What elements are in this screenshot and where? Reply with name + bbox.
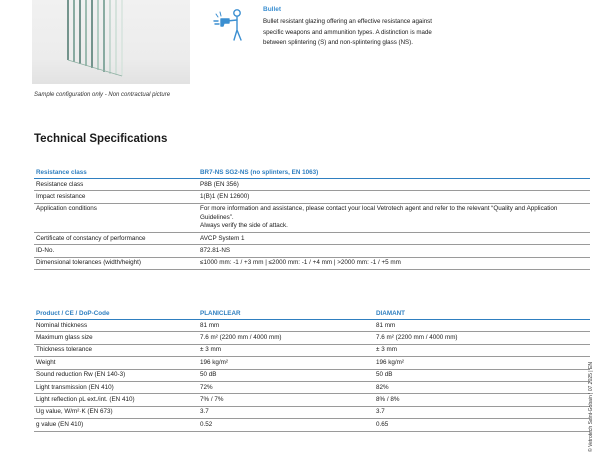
planiclear-value: 50 dB [198,369,374,381]
product-header-diamant: DIAMANT [374,307,590,320]
diamant-value: 82% [374,382,590,394]
product-header-planiclear: PLANICLEAR [198,307,374,320]
table-row [34,382,590,394]
planiclear-value: 7.6 m² (2200 mm / 4000 mm) [198,332,374,344]
spec-label: Impact resistance [34,191,198,203]
spec-value: AVCP System 1 [198,233,590,245]
table-row [34,257,590,269]
planiclear-value: 3.7 [198,406,374,418]
section-title: Technical Specifications [34,133,168,145]
planiclear-value: 196 kg/m² [198,357,374,369]
spec-label: ID-No. [34,245,198,257]
spec-value: 1(B)1 (EN 12600) [198,191,590,203]
spec-label: Resistance class [34,179,198,191]
table-row [34,179,590,191]
spec-header-value: BR7-NS SG2-NS (no splinters, EN 1063) [198,166,590,179]
product-label: Light reflection ρL ext./int. (EN 410) [34,394,198,406]
copyright-side-note: © Vetrotech Saint-Gobain | 07.2025 | EN [588,362,594,452]
table-row [34,406,590,418]
table-row [34,233,590,245]
table-row [34,419,590,431]
planiclear-value: 0.52 [198,419,374,431]
diamant-value: 50 dB [374,369,590,381]
spec-table-header [34,166,590,179]
table-row [34,344,590,356]
planiclear-value: 81 mm [198,320,374,332]
product-table-header [34,307,590,320]
table-row [34,191,590,203]
planiclear-value: ± 3 mm [198,344,374,356]
spec-table [34,166,590,270]
product-header-label: Product / CE / DoP-Code [34,307,198,320]
feature-description: Bullet resistant glazing offering an effective resistance against specific weapons and ammunition types. A distinction is made between splintering (S) and non-splintering glass (NS). [263,18,432,47]
product-table [34,307,590,432]
feature-title: Bullet [263,6,282,13]
product-label: Weight [34,357,198,369]
product-label: Maximum glass size [34,332,198,344]
planiclear-value: 72% [198,382,374,394]
bullet-shooter-icon [212,8,248,42]
table-row [34,394,590,406]
table-row [34,369,590,381]
table-row [34,332,590,344]
table-row [34,320,590,332]
application-conditions-note: Always verify the side of attack. [200,222,288,230]
application-conditions-text: For more information and assistance, please contact your local Vetrotech agent and refer to the relevant “Quality and Application Guidelines”. [200,205,558,221]
diamant-value: 8% / 8% [374,394,590,406]
spec-value: ≤1000 mm: -1 / +3 mm | ≤2000 mm: -1 / +4 mm | >2000 mm: -1 / +5 mm [198,257,590,269]
spec-label: Certificate of constancy of performance [34,233,198,245]
product-label: Ug value, W/m²·K (EN 673) [34,406,198,418]
diamant-value: 7.6 m² (2200 mm / 4000 mm) [374,332,590,344]
product-label: Thickness tolerance [34,344,198,356]
product-label: Nominal thickness [34,320,198,332]
table-row [34,245,590,257]
product-label: g value (EN 410) [34,419,198,431]
table-row [34,203,590,232]
spec-header-label: Resistance class [34,166,198,179]
diamant-value: 0.65 [374,419,590,431]
diamant-value: 196 kg/m² [374,357,590,369]
product-label: Sound reduction Rw (EN 140-3) [34,369,198,381]
spec-label: Application conditions [34,203,198,232]
glass-panes-illustration [32,0,190,84]
diamant-value: 81 mm [374,320,590,332]
image-caption: Sample configuration only - Non contractual picture [34,92,171,98]
table-row [34,357,590,369]
diamant-value: ± 3 mm [374,344,590,356]
spec-value-multiline [198,203,590,232]
glass-sample-photo [32,0,190,84]
spec-value: P8B (EN 356) [198,179,590,191]
product-label: Light transmission (EN 410) [34,382,198,394]
spec-value: 872.81-NS [198,245,590,257]
spec-label: Dimensional tolerances (width/height) [34,257,198,269]
diamant-value: 3.7 [374,406,590,418]
planiclear-value: 7% / 7% [198,394,374,406]
